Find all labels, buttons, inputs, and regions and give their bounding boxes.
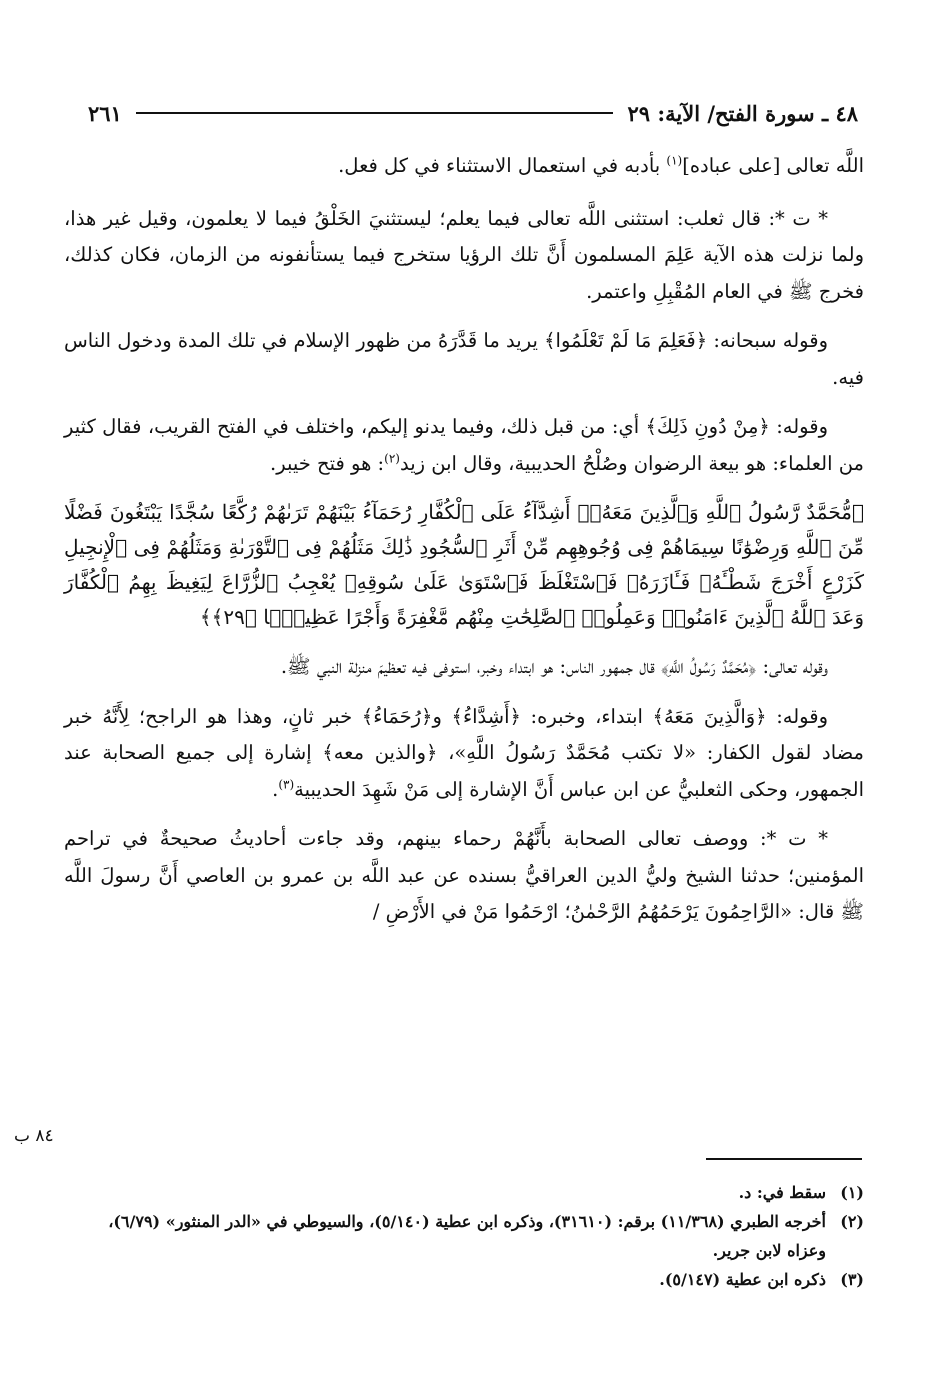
surah-title: ٤٨ ـ سورة الفتح/ الآية: ٢٩ bbox=[627, 100, 858, 126]
text-run: وقوله: ﴿مِنْ دُونِ ذَلِكَ﴾ أي: من قبل ذلك، وفيما يدنو إليكم، واختلف في الفتح القريب، فقال كثير من العلماء: هو بيعة الرضوان وصُلْحُ الحديبية، وقال ابن زيد bbox=[64, 415, 864, 475]
text-run: * ت *: قال ثعلب: استثنى اللَّه تعالى فيما يعلم؛ ليستثنيَ الخَلْقُ فيما لا يعلمون، وقيل غير هذا، ولما نزلت هذه الآية عَلِمَ المسلمون أَنَّ تلك الرؤيا ستخرج فيما يستأنفونه من الزمان، فكان كذلك، فخرج ﷺ في العام المُقْبِلِ واعتمر. bbox=[64, 206, 864, 303]
footnote-ref[interactable]: (١) bbox=[666, 153, 683, 168]
text-run: وقوله سبحانه: ﴿فَعَلِمَ مَا لَمْ تَعْلَمُوا﴾ يريد ما قَدَّرَهُ من ظهور الإسلام في تلك المدة ودخول الناس فيه. bbox=[64, 329, 864, 389]
footnote-text: أخرجه الطبري (١١/٣٦٨) برقم: (٣١٦١٠)، وذكره ابن عطية (٥/١٤٠)، والسيوطي في «الدر المنثور» (٦/٧٩)، وعزاه لابن جرير. bbox=[108, 1212, 826, 1260]
footnote-separator bbox=[706, 1158, 862, 1160]
footnote-ref[interactable]: (٣) bbox=[278, 777, 295, 791]
paragraph bbox=[64, 148, 864, 185]
quran-verse: ﴿مُّحَمَّدٌ رَّسُولُ ٱللَّهِ وَٱلَّذِينَ مَعَهُۥٓ أَشِدَّآءُ عَلَى ٱلْكُفَّارِ رُحَمَآءُ بَيْنَهُمْ تَرَىٰهُمْ رُكَّعًا سُجَّدًا يَبْتَغُونَ فَضْلًا مِّنَ ٱللَّهِ وَرِضْوَٰنًا سِيمَاهُمْ فِى وُجُوهِهِم مِّنْ أَثَرِ ٱلسُّجُودِ ذَٰلِكَ مَثَلُهُمْ فِى ٱلتَّوْرَىٰةِ وَمَثَلُهُمْ فِى ٱلْإِنجِيلِ كَزَرْعٍ أَخْرَجَ شَطْـَٔهُۥ فَـَٔازَرَهُۥ فَٱسْتَغْلَظَ فَٱسْتَوَىٰ عَلَىٰ سُوقِهِۦ يُعْجِبُ ٱلزُّرَّاعَ لِيَغِيظَ بِهِمُ ٱلْكُفَّارَ وَعَدَ ٱللَّهُ ٱلَّذِينَ ءَامَنُوا۟ وَعَمِلُوا۟ ٱلصَّٰلِحَٰتِ مِنْهُم مَّغْفِرَةً وَأَجْرًا عَظِيمًۢا ﴿٢٩﴾﴾ bbox=[64, 500, 864, 629]
footnote-number: (١) bbox=[840, 1183, 864, 1202]
footnote-text: ذكره ابن عطية (٥/١٤٧). bbox=[659, 1270, 826, 1289]
footnote-ref[interactable]: (٢) bbox=[384, 451, 400, 465]
footnote bbox=[64, 1178, 864, 1207]
paragraph bbox=[64, 649, 864, 686]
text-run: . bbox=[272, 777, 279, 801]
text-run: بأدبه في استعمال الاستثناء في كل فعل. bbox=[338, 154, 667, 177]
page-number: ٢٦١ bbox=[88, 100, 122, 126]
running-header bbox=[88, 93, 858, 133]
footnotes bbox=[64, 1178, 864, 1294]
paragraph bbox=[64, 201, 864, 311]
footnote bbox=[64, 1207, 864, 1265]
paragraph bbox=[64, 821, 864, 931]
paragraph bbox=[64, 323, 864, 396]
text-run: * ت *: ووصف تعالى الصحابة بأَنَّهُمْ رحماء بينهم، وقد جاءت أحاديثُ صحيحةٌ في تراحم المؤمنين؛ حدثنا الشيخ وليُّ الدين العراقيُّ بسنده عن عبد اللَّه بن عمرو بن العاصي أَنَّ رسولَ اللَّه ﷺ قال: «الرَّاحِمُونَ يَرْحَمُهُمُ الرَّحْمٰنُ؛ ارْحَمُوا مَنْ في الأَرْضِ / bbox=[64, 827, 864, 923]
text-run: اللَّه تعالى [على عباده] bbox=[682, 154, 864, 177]
footnote bbox=[64, 1265, 864, 1294]
footnote-text: سقط في: د. bbox=[738, 1183, 826, 1202]
text-run: : هو فتح خيبر. bbox=[270, 451, 385, 475]
text-run: وقوله: ﴿وَالَّذِينَ مَعَهُ﴾ ابتداء، وخبره: ﴿أَشِدَّاءُ﴾ و﴿رُحَمَاءُ﴾ خبر ثانٍ، وهذا هو الراجح؛ لِأَنَّهُ خبر مضاد لقول الكفار: «لا تكتب مُحَمَّدٌ رَسُولُ اللَّهِ»، ﴿والذين معه﴾ إشارة إلى جميع الصحابة عند الجمهور، وحكى الثعلبيُّ عن ابن عباس أَنَّ الإشارة إلى مَنْ شَهِدَ الحديبية bbox=[64, 704, 864, 801]
paragraph bbox=[64, 699, 864, 809]
text-run: وقوله تعالى: ﴿مُحَمَّدٌ رَسُولُ اللَّهِ﴾ قال جمهور الناس: هو ابتداء وخبر، استوفى فيه تعظيمَ منزلة النبي ﷺ. bbox=[280, 655, 828, 678]
footnote-number: (٢) bbox=[840, 1212, 864, 1231]
manuscript-folio-note: ٨٤ ب bbox=[14, 1126, 54, 1146]
header-rule bbox=[136, 112, 614, 114]
footnote-number: (٣) bbox=[840, 1270, 864, 1289]
main-text bbox=[64, 148, 864, 944]
paragraph bbox=[64, 409, 864, 482]
